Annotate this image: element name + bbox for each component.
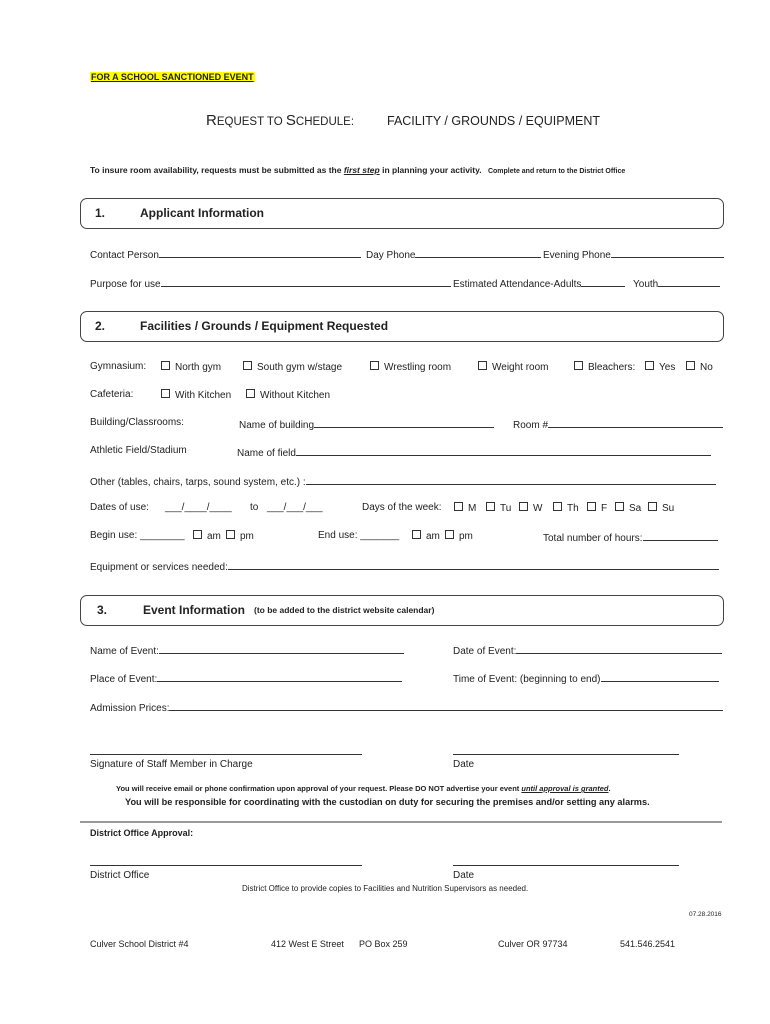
admission-field[interactable]: Admission Prices:	[90, 700, 723, 714]
section-number: 2.	[95, 319, 106, 333]
athletic-label: Athletic Field/Stadium	[90, 445, 187, 456]
section-2-header	[80, 311, 724, 342]
section-title: Event Information	[143, 603, 246, 617]
section-1-header	[80, 198, 724, 229]
checkbox-icon	[587, 502, 596, 511]
checkbox-icon	[226, 530, 235, 539]
event-place-field[interactable]: Place of Event:	[90, 671, 402, 685]
footer-district: Culver School District #4	[90, 939, 189, 949]
section-subtitle: (to be added to the district website calendar)	[254, 605, 435, 615]
event-date-field[interactable]: Date of Event:	[453, 643, 722, 657]
day-sa-checkbox[interactable]: Sa	[615, 502, 641, 514]
begin-use-field[interactable]: Begin use: ________	[90, 530, 185, 541]
field-name-field[interactable]: Name of field	[237, 445, 711, 459]
contact-person-field[interactable]: Contact Person	[90, 247, 361, 261]
checkbox-icon	[486, 502, 495, 511]
day-phone-field[interactable]: Day Phone	[366, 247, 541, 261]
with-kitchen-checkbox[interactable]: With Kitchen	[161, 389, 231, 401]
staff-signature-label: Signature of Staff Member in Charge	[90, 759, 253, 770]
checkbox-icon	[370, 361, 379, 370]
dates-of-use-label: Dates of use:	[90, 502, 149, 513]
footer-city: Culver OR 97734	[498, 939, 568, 949]
checkbox-icon	[161, 389, 170, 398]
checkbox-icon	[412, 530, 421, 539]
section-number: 3.	[97, 603, 108, 617]
district-date-line[interactable]	[453, 865, 679, 866]
event-name-field[interactable]: Name of Event:	[90, 643, 404, 657]
checkbox-icon	[686, 361, 695, 370]
checkbox-icon	[445, 530, 454, 539]
evening-phone-field[interactable]: Evening Phone	[543, 247, 724, 261]
checkbox-icon	[243, 361, 252, 370]
date-end-field[interactable]: ___/___/___	[267, 502, 323, 513]
without-kitchen-checkbox[interactable]: Without Kitchen	[246, 389, 330, 401]
section-title: Facilities / Grounds / Equipment Requested	[140, 319, 389, 333]
sanctioned-banner: FOR A SCHOOL SANCTIONED EVENT	[91, 72, 254, 82]
footer-phone: 541.546.2541	[620, 939, 676, 949]
end-pm-checkbox[interactable]: pm	[445, 530, 473, 542]
checkbox-icon	[615, 502, 624, 511]
day-w-checkbox[interactable]: W	[519, 502, 542, 514]
cafeteria-label: Cafeteria:	[90, 389, 134, 400]
staff-signature-line[interactable]	[90, 754, 362, 755]
south-gym-checkbox[interactable]: South gym w/stage	[243, 361, 342, 373]
north-gym-checkbox[interactable]: North gym	[161, 361, 221, 373]
total-hours-field[interactable]: Total number of hours:	[543, 530, 718, 544]
building-name-field[interactable]: Name of building	[239, 417, 494, 431]
checkbox-icon	[645, 361, 654, 370]
staff-date-line[interactable]	[453, 754, 679, 755]
day-m-checkbox[interactable]: M	[454, 502, 476, 514]
checkbox-icon	[246, 389, 255, 398]
day-f-checkbox[interactable]: F	[587, 502, 607, 514]
begin-pm-checkbox[interactable]: pm	[226, 530, 254, 542]
checkbox-icon	[478, 361, 487, 370]
revision-date: 07.28.2016	[689, 911, 722, 918]
date-label: Date	[453, 759, 475, 770]
footer-po-box: PO Box 259	[359, 939, 408, 949]
attendance-adults-field[interactable]: Estimated Attendance-Adults	[453, 276, 625, 290]
end-am-checkbox[interactable]: am	[412, 530, 440, 542]
checkbox-icon	[519, 502, 528, 511]
approval-notice: You will receive email or phone confirmation upon approval of your request. Please DO NOT advertise your event until approval is granted.	[116, 784, 611, 793]
bleachers-no-checkbox[interactable]: No	[686, 361, 713, 373]
section-number: 1.	[95, 206, 106, 220]
begin-am-checkbox[interactable]: am	[193, 530, 221, 542]
divider	[80, 821, 722, 823]
page-title: REQUEST TO SCHEDULE:	[206, 112, 355, 129]
custodian-notice: You will be responsible for coordinating with the custodian on duty for securing the premises and/or setting any alarms.	[125, 797, 650, 807]
day-th-checkbox[interactable]: Th	[553, 502, 579, 514]
district-office-label: District Office	[90, 870, 150, 881]
weight-room-checkbox[interactable]: Weight room	[478, 361, 549, 373]
approval-label: District Office Approval:	[90, 828, 194, 838]
room-number-field[interactable]: Room #	[513, 417, 723, 431]
other-field[interactable]: Other (tables, chairs, tarps, sound system, etc.) :	[90, 474, 716, 488]
checkbox-icon	[161, 361, 170, 370]
building-label: Building/Classrooms:	[90, 417, 184, 428]
day-tu-checkbox[interactable]: Tu	[486, 502, 511, 514]
footer-street: 412 West E Street	[271, 939, 344, 949]
youth-field[interactable]: Youth	[633, 276, 720, 290]
day-su-checkbox[interactable]: Su	[648, 502, 674, 514]
days-of-week-label: Days of the week:	[362, 502, 442, 513]
equipment-field[interactable]: Equipment or services needed:	[90, 559, 719, 573]
intro-text: To insure room availability, requests must be submitted as the first step in planning your activity. Complete and return to the District Office	[90, 165, 626, 175]
date-start-field[interactable]: ___/____/____	[165, 502, 232, 513]
bleachers-yes-checkbox[interactable]: Yes	[645, 361, 675, 373]
gymnasium-label: Gymnasium:	[90, 361, 147, 372]
checkbox-icon	[574, 361, 583, 370]
purpose-field[interactable]: Purpose for use	[90, 276, 451, 290]
page-subtitle: FACILITY / GROUNDS / EQUIPMENT	[387, 114, 600, 128]
section-title: Applicant Information	[140, 206, 264, 220]
checkbox-icon	[553, 502, 562, 511]
date-label-2: Date	[453, 870, 475, 881]
checkbox-icon	[454, 502, 463, 511]
section-3-header	[80, 595, 724, 626]
to-label: to	[250, 502, 259, 513]
event-time-field[interactable]: Time of Event: (beginning to end)	[453, 671, 719, 685]
end-use-field[interactable]: End use: _______	[318, 530, 400, 541]
copies-note: District Office to provide copies to Facilities and Nutrition Supervisors as needed.	[242, 884, 529, 893]
checkbox-icon	[193, 530, 202, 539]
district-office-signature-line[interactable]	[90, 865, 362, 866]
bleachers-label: Bleachers:	[574, 361, 635, 373]
wrestling-room-checkbox[interactable]: Wrestling room	[370, 361, 451, 373]
checkbox-icon	[648, 502, 657, 511]
